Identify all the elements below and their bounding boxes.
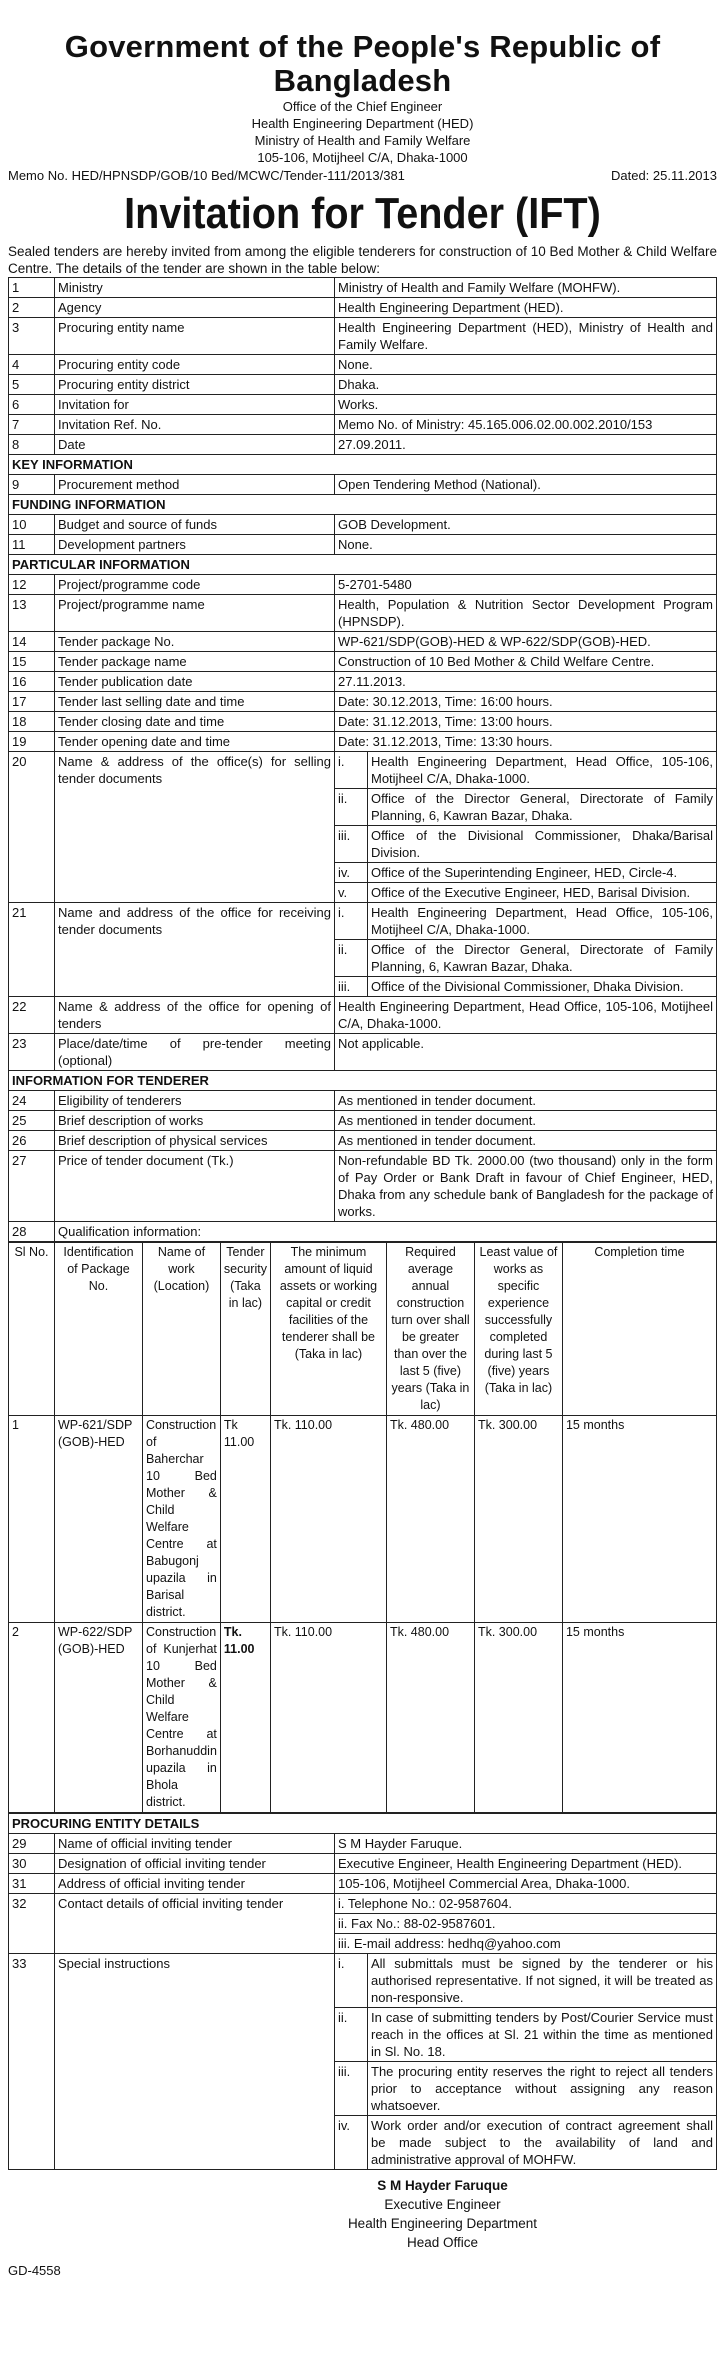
row-value: None. [335,355,717,375]
row-label: Agency [55,298,335,318]
row-number: 10 [9,515,55,535]
qualification-row [9,1623,717,1813]
list-item-text: Office of the Director General, Directorate of Family Planning, 6, Kawran Bazar, Dhaka. [368,789,717,826]
row-value: None. [335,535,717,555]
qualification-cell: Tk. 110.00 [270,1416,386,1623]
qualification-cell: 1 [9,1416,55,1623]
row-value: Date: 30.12.2013, Time: 16:00 hours. [335,692,717,712]
row-number: 23 [9,1034,55,1071]
row-label: Designation of official inviting tender [55,1854,335,1874]
section-tenderer-info: INFORMATION FOR TENDERER [9,1071,717,1091]
procuring-table [8,1813,717,2170]
table-row [9,375,717,395]
row-number: 11 [9,535,55,555]
table-row [9,298,717,318]
row-label: Price of tender document (Tk.) [55,1151,335,1222]
table-row [9,435,717,455]
list-item [335,863,716,883]
row-value: Ministry of Health and Family Welfare (MOHFW). [335,278,717,298]
receiving-offices-list [335,903,716,996]
list-item-text: In case of submitting tenders by Post/Courier Service must reach in the offices at Sl. 21 within the time as mentioned in Sl. No. 18. [368,2008,717,2062]
table-row [9,395,717,415]
list-item-text: The procuring entity reserves the right to reject all tenders prior to acceptance without assigning any reason whatsoever. [368,2062,717,2116]
qualification-row [9,1416,717,1623]
row-value: Executive Engineer, Health Engineering Department (HED). [335,1854,717,1874]
table-row [9,1091,717,1111]
selling-offices-list [335,752,716,902]
row-label: Tender package name [55,652,335,672]
list-item-number: ii. [335,2008,368,2062]
ministry-name: Ministry of Health and Family Welfare [254,133,471,148]
list-item-number: iii. [335,2062,368,2116]
qualification-column-header: Completion time [562,1243,716,1416]
row-number: 15 [9,652,55,672]
row-number: 12 [9,575,55,595]
table-row [9,515,717,535]
list-item-number: i. [335,1954,368,2008]
qualification-cell: 15 months [562,1623,716,1813]
row-label: Tender opening date and time [55,732,335,752]
list-item-text: Work order and/or execution of contract agreement shall be made subject to the availability of land and administrative approval of MOHFW. [371,2118,713,2167]
row-number: 30 [9,1854,55,1874]
qualification-column-header: Required average annual construction turn over shall be greater than over the last 5 (five) years (Taka in lac) [386,1243,474,1416]
row-number: 1 [9,278,55,298]
row-label: Name of official inviting tender [55,1834,335,1854]
row-number: 3 [9,318,55,355]
contact-detail: iii. E-mail address: hedhq@yahoo.com [338,1936,561,1951]
row-value: Health Engineering Department (HED). [335,298,717,318]
list-item [335,2008,716,2062]
list-item [335,2062,716,2116]
qualification-cell: Tk. 480.00 [386,1623,474,1813]
table-row [9,632,717,652]
row-label: Brief description of physical services [55,1131,335,1151]
qualification-cell: Tk 11.00 [220,1416,270,1623]
row-value: Health, Population & Nutrition Sector Development Program (HPNSDP). [335,595,717,632]
table-row [9,575,717,595]
special-instructions-list [335,1954,716,2169]
row-value: Open Tendering Method (National). [335,475,717,495]
tender-notice [8,0,717,2278]
list-item-text: Office of the Divisional Commissioner, Dhaka/Barisal Division. [368,826,717,863]
intro-text: Sealed tenders are hereby invited from among the eligible tenderers for construction of 10 Bed Mother & Child Welfare Centre. The details of the tender are shown in the table below: [8,244,717,276]
list-item-number: v. [335,883,368,903]
row-label: Procuring entity code [55,355,335,375]
row-number: 5 [9,375,55,395]
list-item [335,789,716,826]
table-row: 21 Name and address of the office for receiving tender documents i. Health Engineering Department, Head Office, 105-106, Motijheel C/A, Dhaka-1000. ii. Office of the Director General, Directorate of Family Planning, 6, Kawran Bazar, Dhaka. iii. Office of the Divisional Commissioner, Dhaka Division. [9,903,717,997]
qualification-cell: Tk. 480.00 [386,1416,474,1623]
row-number: 8 [9,435,55,455]
row-number: 29 [9,1834,55,1854]
list-item [335,2116,716,2170]
row-label: Invitation for [55,395,335,415]
signatory-designation: Executive Engineer [384,2197,501,2212]
row-label: Invitation Ref. No. [55,415,335,435]
row-number: 18 [9,712,55,732]
row-label: Name & address of the office for opening of tenders [55,997,335,1034]
row-value: As mentioned in tender document. [335,1131,717,1151]
memo-number: Memo No. HED/HPNSDP/GOB/10 Bed/MCWC/Tender-111/2013/381 [8,168,405,183]
list-item [335,883,716,903]
contact-detail: ii. Fax No.: 88-02-9587601. [335,1914,716,1934]
table-row [9,1131,717,1151]
office-name: Office of the Chief Engineer [282,99,443,114]
row-number: 17 [9,692,55,712]
qualification-cell: Construction of Kunjerhat 10 Bed Mother & Child Welfare Centre at Borhanuddin upazila in Bhola district. [143,1623,221,1813]
table-row [9,1034,717,1071]
office-address: 105-106, Motijheel C/A, Dhaka-1000 [257,150,468,165]
row-value: Works. [335,395,717,415]
row-value: As mentioned in tender document. [335,1091,717,1111]
list-item [335,903,716,940]
section-funding-info: FUNDING INFORMATION [9,495,717,515]
table-row [9,997,717,1034]
row-label: Tender package No. [55,632,335,652]
row-label: Development partners [55,535,335,555]
list-item [335,977,716,997]
row-label: Brief description of works [55,1111,335,1131]
table-row [9,535,717,555]
list-item-text: Office of the Director General, Directorate of Family Planning, 6, Kawran Bazar, Dhaka. [368,940,717,977]
department-name: Health Engineering Department (HED) [251,116,474,131]
table-row [9,672,717,692]
row-number: 27 [9,1151,55,1222]
table-row [9,1151,717,1222]
table-row [9,692,717,712]
row-label: Ministry [55,278,335,298]
qualification-table [8,1242,717,1813]
row-value: Date: 31.12.2013, Time: 13:30 hours. [335,732,717,752]
row-value: Memo No. of Ministry: 45.165.006.02.00.002.2010/153 [335,415,717,435]
row-label: Procurement method [55,475,335,495]
row-label: Procuring entity name [55,318,335,355]
signatory-office: Head Office [406,2235,479,2250]
table-row [9,652,717,672]
row-number: 19 [9,732,55,752]
table-row [9,1111,717,1131]
row-number: 6 [9,395,55,415]
row-value: S M Hayder Faruque. [335,1834,717,1854]
row-number: 4 [9,355,55,375]
row-value: Dhaka. [335,375,717,395]
row-value: 5-2701-5480 [335,575,717,595]
table-row [9,1854,717,1874]
table-row: 20 Name & address of the office(s) for selling tender documents i. Health Engineering Department, Head Office, 105-106, Motijheel C/A, Dhaka-1000. ii. Office of the Director General, Directorate of Family Planning, 6, Kawran Bazar, Dhaka. iii. Office of the Divisional Commissioner, Dhaka/Barisal Division. iv. Office of the Superintending Engineer, HED, Circle-4. v. Office of the Executive Engineer, HED, Barisal Division. [9,752,717,903]
qualification-column-header: The minimum amount of liquid assets or working capital or credit facilities of the tenderer shall be (Taka in lac) [270,1243,386,1416]
list-item [335,1914,716,1934]
row-number: 9 [9,475,55,495]
row-number: 16 [9,672,55,692]
row-label: Procuring entity district [55,375,335,395]
row-label: Project/programme code [55,575,335,595]
tender-table [8,277,717,1242]
qualification-cell: 2 [9,1623,55,1813]
list-item-text: Health Engineering Department, Head Office, 105-106, Motijheel C/A, Dhaka-1000. [368,752,717,789]
row-value: Health Engineering Department, Head Office, 105-106, Motijheel C/A, Dhaka-1000. [335,997,717,1034]
row-value: 27.09.2011. [335,435,717,455]
list-item [335,940,716,977]
row-value: Health Engineering Department (HED), Ministry of Health and Family Welfare. [335,318,717,355]
row-label: Project/programme name [55,595,335,632]
qualification-column-header: Tender security (Taka in lac) [220,1243,270,1416]
qualification-column-header: Sl No. [9,1243,55,1416]
memo-row [8,168,717,183]
list-item-number: iii. [335,977,368,997]
contact-details-list [335,1894,716,1953]
row-label: Tender publication date [55,672,335,692]
row-value: As mentioned in tender document. [335,1111,717,1131]
qualification-column-header: Least value of works as specific experience successfully completed during last 5 (five) years (Taka in lac) [474,1243,562,1416]
qualification-cell: Construction of Baherchar 10 Bed Mother & Child Welfare Centre at Babugonj upazila in Barisal district. [143,1416,221,1623]
table-row [9,1874,717,1894]
row-number: 26 [9,1131,55,1151]
row-number: 31 [9,1874,55,1894]
qualification-header [9,1243,717,1416]
row-label: Tender closing date and time [55,712,335,732]
section-particular-info: PARTICULAR INFORMATION [9,555,717,575]
page-title: Invitation for Tender (IFT) [124,189,601,238]
list-item-text: Office of the Executive Engineer, HED, Barisal Division. [371,885,691,900]
list-item-text: Office of the Superintending Engineer, HED, Circle-4. [368,863,717,883]
qualification-cell: Tk. 110.00 [270,1623,386,1813]
row-value: Not applicable. [335,1034,717,1071]
row-value: Non-refundable BD Tk. 2000.00 (two thousand) only in the form of Pay Order or Bank Draft in favour of Chief Engineer, HED, Dhaka from any schedule bank of Bangladesh for the package of works. [335,1151,717,1222]
list-item [335,752,716,789]
table-row [9,595,717,632]
table-row [9,732,717,752]
qualification-cell: WP-621/SDP (GOB)-HED [55,1416,143,1623]
row-number: 24 [9,1091,55,1111]
list-item-number: ii. [335,789,368,826]
list-item [335,1934,716,1954]
table-row [9,1834,717,1854]
list-item-number: i. [335,752,368,789]
list-item-number: iv. [335,863,368,883]
list-item [335,1894,716,1914]
row-value: GOB Development. [335,515,717,535]
row-number: 7 [9,415,55,435]
list-item-text: Health Engineering Department, Head Office, 105-106, Motijheel C/A, Dhaka-1000. [368,903,717,940]
list-item-text: All submittals must be signed by the tenderer or his authorised representative. If not signed, it will be treated as non-responsive. [368,1954,717,2008]
section-key-info: KEY INFORMATION [9,455,717,475]
footer-code: GD-4558 [8,2263,61,2278]
row-label: Date [55,435,335,455]
qualification-cell: 15 months [562,1416,716,1623]
memo-date: Dated: 25.11.2013 [610,168,717,183]
table-row [9,318,717,355]
qualification-cell: WP-622/SDP (GOB)-HED [55,1623,143,1813]
row-label: Address of official inviting tender [55,1874,335,1894]
table-row [9,712,717,732]
table-row [9,475,717,495]
row-value: WP-621/SDP(GOB)-HED & WP-622/SDP(GOB)-HED. [335,632,717,652]
list-item-number: iv. [335,2116,368,2170]
signatory-department: Health Engineering Department [347,2216,538,2231]
row-number: 22 [9,997,55,1034]
qualification-cell: Tk. 300.00 [474,1416,562,1623]
list-item-number: iii. [335,826,368,863]
row-value: 105-106, Motijheel Commercial Area, Dhaka-1000. [335,1874,717,1894]
section-procuring-entity: PROCURING ENTITY DETAILS [9,1814,717,1834]
signature-block [168,2176,717,2252]
table-row [9,415,717,435]
row-number: 2 [9,298,55,318]
list-item-number: ii. [335,940,368,977]
row-number: 25 [9,1111,55,1131]
table-row: 28 Qualification information: [9,1222,717,1242]
list-item-number: i. [335,903,368,940]
list-item [335,1954,716,2008]
row-number: 14 [9,632,55,652]
table-row: 32 Contact details of official inviting tender i. Telephone No.: 02-9587604. ii. Fax No.: 88-02-9587601. iii. E-mail address: hedhq@yahoo.com [9,1894,717,1954]
qualification-cell: Tk. 11.00 [220,1623,270,1813]
row-value: Construction of 10 Bed Mother & Child Welfare Centre. [335,652,717,672]
table-row [9,278,717,298]
row-label: Eligibility of tenderers [55,1091,335,1111]
row-value: Date: 31.12.2013, Time: 13:00 hours. [335,712,717,732]
table-row [9,355,717,375]
row-value: 27.11.2013. [335,672,717,692]
qualification-cell: Tk. 300.00 [474,1623,562,1813]
table-row: 33 Special instructions i. All submittals must be signed by the tenderer or his authorised representative. If not signed, it will be treated as non-responsive. ii. In case of submitting tenders by Post/Courier Service must reach in the offices at Sl. 21 within the time as mentioned in Sl. No. 18. iii. The procuring entity reserves the right to reject all tenders prior to acceptance without assigning any reason whatsoever. iv. Work order and/or execution of contract agreement shall be made subject to the availability of land and administrative approval of MOHFW. [9,1954,717,2170]
row-label: Place/date/time of pre-tender meeting (optional) [55,1034,335,1071]
list-item [335,826,716,863]
signatory-name: S M Hayder Faruque [377,2178,508,2193]
row-label: Tender last selling date and time [55,692,335,712]
qualification-column-header: Name of work (Location) [143,1243,221,1416]
government-title: Government of the People's Republic of Bangladesh [64,29,661,98]
list-item-text: Office of the Divisional Commissioner, Dhaka Division. [371,979,684,994]
row-label: Budget and source of funds [55,515,335,535]
qualification-column-header: Identification of Package No. [55,1243,143,1416]
row-number: 13 [9,595,55,632]
contact-detail: i. Telephone No.: 02-9587604. [335,1894,716,1914]
